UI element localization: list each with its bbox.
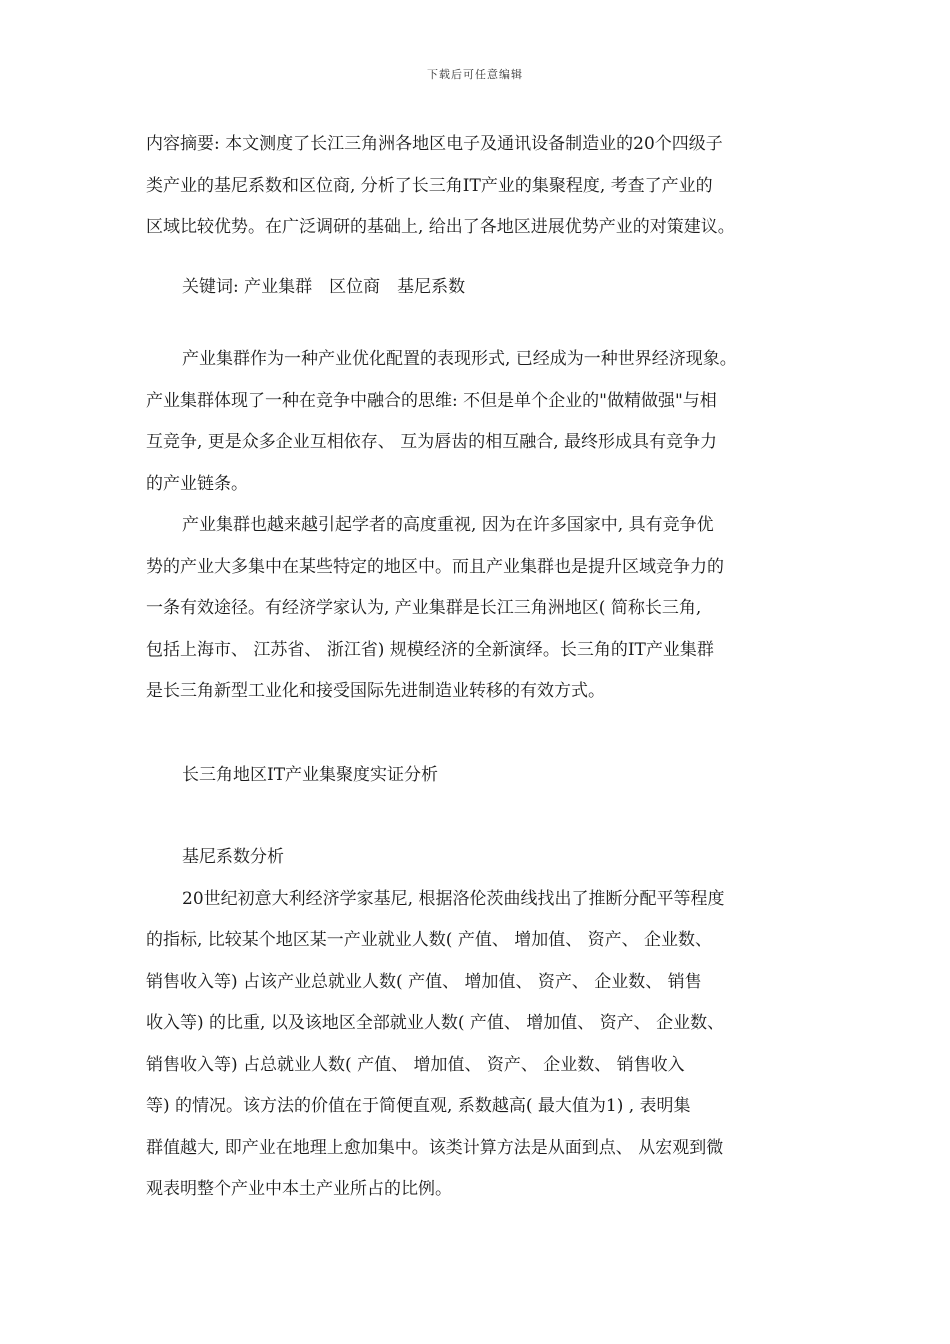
- abstract: [146, 124, 816, 249]
- keywords: 关键词: 产业集群 区位商 基尼系数: [182, 276, 466, 297]
- paragraph-line: 互竞争, 更是众多企业互相依存、 互为唇齿的相互融合, 最终形成具有竞争力: [146, 432, 718, 452]
- paragraph-line: 等) 的情况。该方法的价值在于简便直观, 系数越高( 最大值为1) , 表明集: [146, 1096, 691, 1116]
- paragraph-1: [146, 339, 816, 505]
- section-title: 长三角地区IT产业集聚度实证分析: [182, 764, 439, 785]
- page-header: 下载后可任意编辑: [427, 68, 523, 81]
- paragraph-2: [146, 505, 816, 713]
- paragraph-line: 产业集群作为一种产业优化配置的表现形式, 已经成为一种世界经济现象。: [182, 349, 737, 369]
- paragraph-line: 观表明整个产业中本土产业所占的比例。: [146, 1179, 452, 1199]
- abstract-line: 内容摘要: 本文测度了长江三角洲各地区电子及通讯设备制造业的20个四级子: [146, 134, 723, 154]
- abstract-line: 类产业的基尼系数和区位商, 分析了长三角IT产业的集聚程度, 考查了产业的: [146, 175, 713, 196]
- paragraph-line: 一条有效途径。有经济学家认为, 产业集群是长江三角洲地区( 简称长三角,: [146, 598, 702, 618]
- paragraph-line: 势的产业大多集中在某些特定的地区中。而且产业集群也是提升区域竞争力的: [146, 556, 724, 577]
- paragraph-line: 群值越大, 即产业在地理上愈加集中。该类计算方法是从面到点、 从宏观到微: [146, 1137, 724, 1158]
- paragraph-line: 20世纪初意大利经济学家基尼, 根据洛伦茨曲线找出了推断分配平等程度: [182, 888, 725, 909]
- document-body: [146, 124, 816, 1211]
- paragraph-line: 是长三角新型工业化和接受国际先进制造业转移的有效方式。: [146, 681, 605, 701]
- paragraph-line: 收入等) 的比重, 以及该地区全部就业人数( 产值、 增加值、 资产、 企业数、: [146, 1013, 725, 1033]
- paragraph-line: 产业集群也越来越引起学者的高度重视, 因为在许多国家中, 具有竞争优: [182, 515, 714, 535]
- paragraph-line: 销售收入等) 占该产业总就业人数( 产值、 增加值、 资产、 企业数、 销售: [146, 971, 702, 992]
- paragraph-line: 的产业链条。: [146, 473, 248, 494]
- paragraph-line: 销售收入等) 占总就业人数( 产值、 增加值、 资产、 企业数、 销售收入: [146, 1054, 685, 1075]
- paragraph-3: [146, 879, 816, 1211]
- abstract-line: 区域比较优势。在广泛调研的基础上, 给出了各地区进展优势产业的对策建议。: [146, 217, 735, 237]
- paragraph-line: 产业集群体现了一种在竞争中融合的思维: 不但是单个企业的"做精做强"与相: [146, 390, 717, 411]
- paragraph-line: 的指标, 比较某个地区某一产业就业人数( 产值、 增加值、 资产、 企业数、: [146, 930, 713, 950]
- subsection-title: 基尼系数分析: [182, 847, 284, 867]
- paragraph-line: 包括上海市、 江苏省、 浙江省) 规模经济的全新演绎。长三角的IT产业集群: [146, 639, 714, 660]
